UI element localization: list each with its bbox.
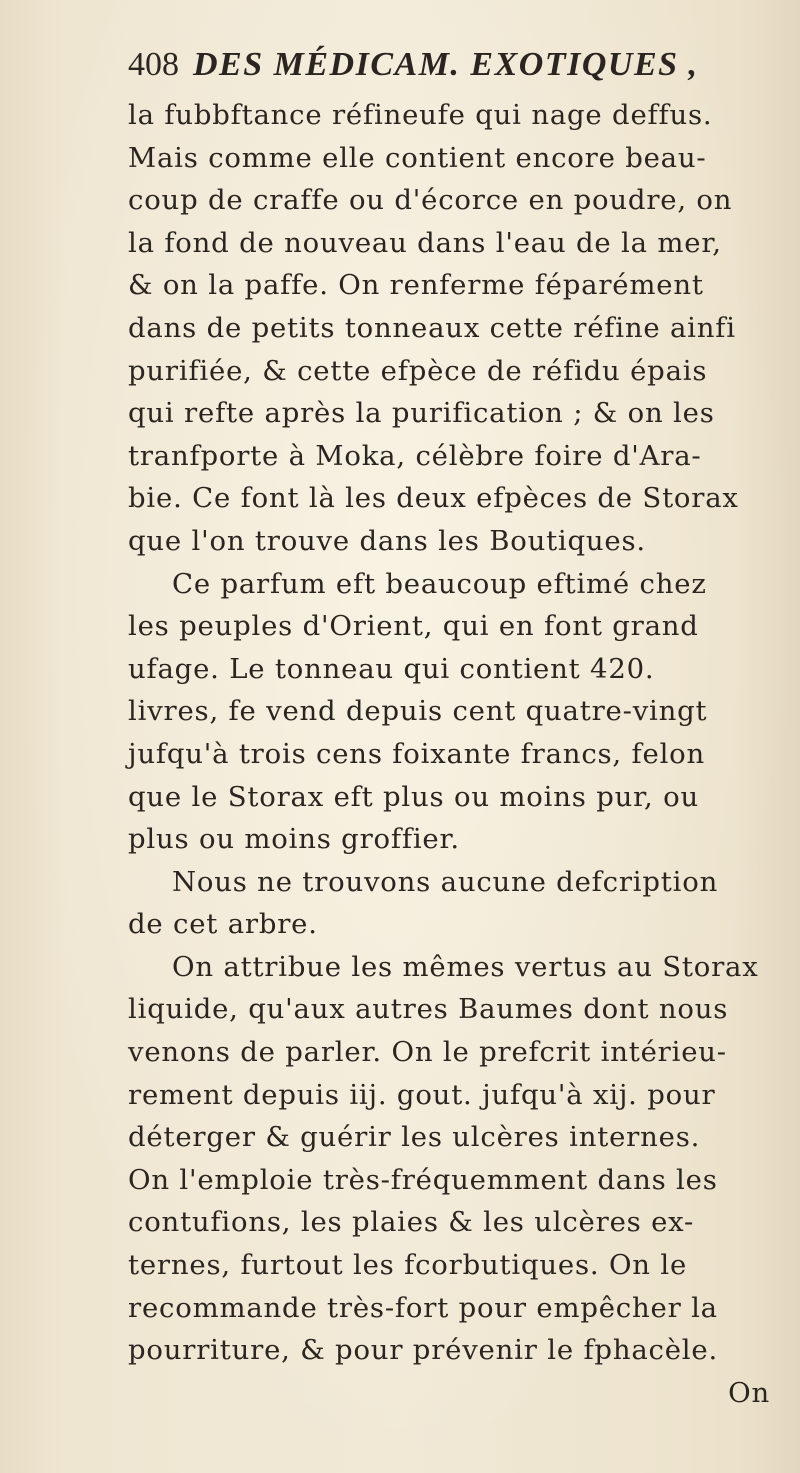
text-line: recommande très-fort pour empêcher la (128, 1291, 718, 1324)
text-line: les peuples d'Orient, qui en font grand (128, 610, 699, 643)
text-line: pourriture, & pour prévenir le fphacèle. (128, 1334, 719, 1367)
paragraph-start-line: Nous ne trouvons aucune defcription (172, 865, 719, 898)
text-line: ufage. Le tonneau qui contient 420. (128, 652, 655, 685)
text-line: dans de petits tonneaux cette réfine ainfi (128, 311, 736, 344)
text-line: venons de parler. On le prefcrit intérieu- (128, 1036, 727, 1069)
text-line: de cet arbre. (128, 908, 318, 941)
text-line: livres, fe vend depuis cent quatre-vingt (128, 695, 708, 728)
text-line: liquide, qu'aux autres Baumes dont nous (128, 993, 729, 1026)
text-line: jufqu'à trois cens foixante francs, felon (128, 737, 706, 770)
text-line: Mais comme elle contient encore beau- (128, 141, 707, 174)
catchword: On (728, 1376, 770, 1409)
text-line: tranfporte à Moka, célèbre foire d'Ara- (128, 439, 702, 472)
text-line: qui refte après la purification ; & on les (128, 397, 715, 430)
text-line: que le Storax eft plus ou moins pur, ou (128, 780, 699, 813)
paragraph-start-line: On attribue les mêmes vertus au Storax (172, 950, 759, 983)
page-number: 408 (128, 46, 179, 83)
page-text (128, 46, 788, 1414)
paragraph-start-line: Ce parfum eft beaucoup eftimé chez (172, 567, 707, 600)
text-line: plus ou moins groffier. (128, 823, 460, 856)
text-line: ternes, furtout les fcorbutiques. On le (128, 1249, 688, 1282)
text-line: purifiée, & cette efpèce de réfidu épais (128, 354, 708, 387)
text-line: On l'emploie très-fréquemment dans les (128, 1163, 718, 1196)
running-title: DES MÉDICAM. EXOTIQUES , (193, 46, 699, 83)
text-line: la fond de nouveau dans l'eau de la mer, (128, 226, 722, 259)
text-line: déterger & guérir les ulcères internes. (128, 1121, 701, 1154)
text-line: la fubbftance réfineufe qui nage deffus. (128, 99, 713, 131)
text-line: bie. Ce font là les deux efpèces de Storax (128, 482, 739, 515)
text-line: & on la paffe. On renferme féparément (128, 269, 704, 302)
text-line: que l'on trouve dans les Boutiques. (128, 524, 646, 557)
text-line: rement depuis iij. gout. jufqu'à xij. pour (128, 1078, 716, 1111)
text-line: contufions, les plaies & les ulcères ex- (128, 1206, 695, 1239)
page-header (128, 46, 788, 90)
text-line: coup de craffe ou d'écorce en poudre, on (128, 184, 733, 217)
